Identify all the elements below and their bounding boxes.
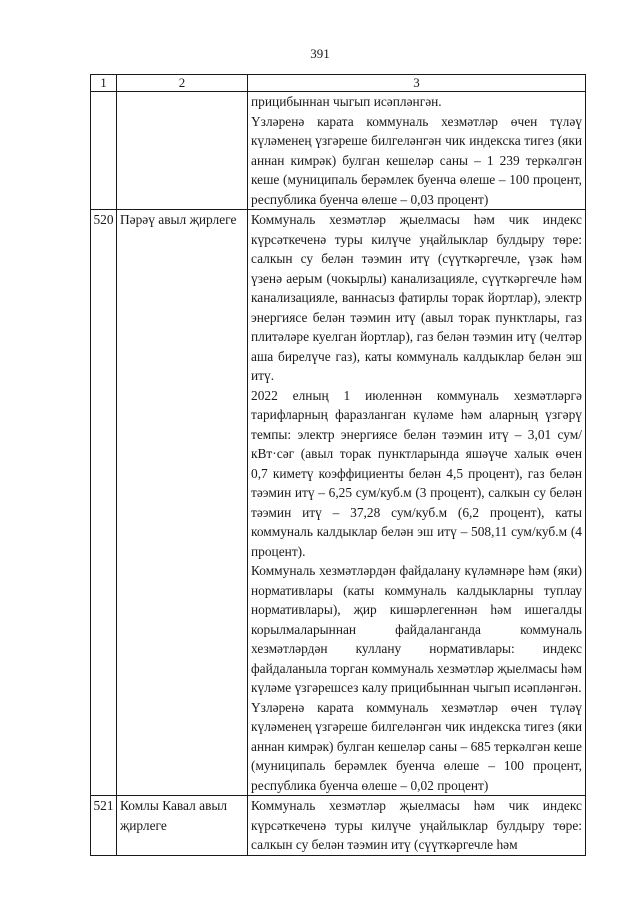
column-header-2: 2 (117, 75, 248, 92)
paragraph: 2022 елның 1 июленнән коммуналь хезмәтләргә тарифларның фаразланган күләме һәм аларның үзгәрү темпы: электр энергиясе белән тәэмин итү – 3,01 сум/кВт·сәг (авыл торак пунктларында яшәүче халык өчен 0,7 киметү коэффициенты белән 4,5 процент), газ белән тәэмин итү – 6,25 сум/куб.м (3 процент), салкын су белән тәэмин итү – 37,28 сум/куб.м (6,2 процент), каты коммуналь калдыклар белән эш итү – 508,11 сум/куб.м (4 процент). (251, 387, 582, 559)
page-number: 391 (310, 46, 330, 61)
tariff-table (90, 74, 586, 856)
column-header-3: 3 (248, 75, 586, 92)
table-header-row (91, 75, 586, 92)
row-description (248, 796, 586, 856)
paragraph: Үзләренә карата коммуналь хезмәтләр өчен түләү күләменең үзгәреше билгеләнгән чик индекска тигез (яки аннан кимрәк) булган кешеләр саны – 1 239 теркәлгән кеше (муниципаль берәмлек буенча өлеше – 100 процент, республика буенча өлеше – 0,03 процент) (251, 113, 582, 207)
table-row (91, 210, 586, 796)
settlement-name: Комлы Кавал авыл җирлеге (117, 796, 248, 856)
column-header-1: 1 (91, 75, 117, 92)
table-row (91, 796, 586, 856)
paragraph: Үзләренә карата коммуналь хезмәтләр өчен түләү күләменең үзгәреше билгеләнгән чик индекска тигез (яки аннан кимрәк) булган кешеләр саны – 685 теркәлгән кеше (муниципаль берәмлек буенча өлеше – 100 процент, республика буенча өлеше – 0,02 процент) (251, 699, 582, 793)
row-number: 521 (91, 796, 117, 856)
paragraph: Коммуналь хезмәтләрдән файдалану күләмнәре һәм (яки) нормативлары (каты коммуналь калдыкларны туплау нормативлары), җир кишәрлегеннән һәм ишегалды корылмаларыннан файдаланганда коммуналь хезмәтләрдән куллану нормативлары: индекс файдаланыла торган коммуналь хезмәтләр җыелмасы һәм күләме үзгәрешсез калу прицибыннан чыгып исәпләнгән. (251, 563, 582, 695)
row-number (91, 92, 117, 210)
settlement-name: Пәрәү авыл җирлеге (117, 210, 248, 796)
row-description (248, 210, 586, 796)
paragraph: Коммуналь хезмәтләр җыелмасы һәм чик индекс күрсәткеченә туры килүче уңайлыклар булдыру төре: салкын су белән тәэмин итү (сүүткәргечле һәм (251, 798, 582, 852)
settlement-name (117, 92, 248, 210)
row-number: 520 (91, 210, 117, 796)
paragraph: Коммуналь хезмәтләр җыелмасы һәм чик индекс күрсәткеченә туры килүче уңайлыклар булдыру төре: салкын су белән тәэмин итү (сүүткәргечле, үзәк һәм үзенә аерым (чокырлы) канализацияле, сүүткәргечле һәм канализацияле, ваннасыз фатирлы торак йортлар), электр энергиясе белән тәэмин итү (авыл торак пунктлары, газ плитәләре куелган йортлар), газ белән тәэмин итү (челтәр аша бирелүче газ), каты коммуналь калдыклар белән эш итү. (251, 212, 582, 383)
row-description (248, 92, 586, 210)
paragraph: прицибыннан чыгып исәпләнгән. (251, 94, 442, 109)
table-row (91, 92, 586, 210)
